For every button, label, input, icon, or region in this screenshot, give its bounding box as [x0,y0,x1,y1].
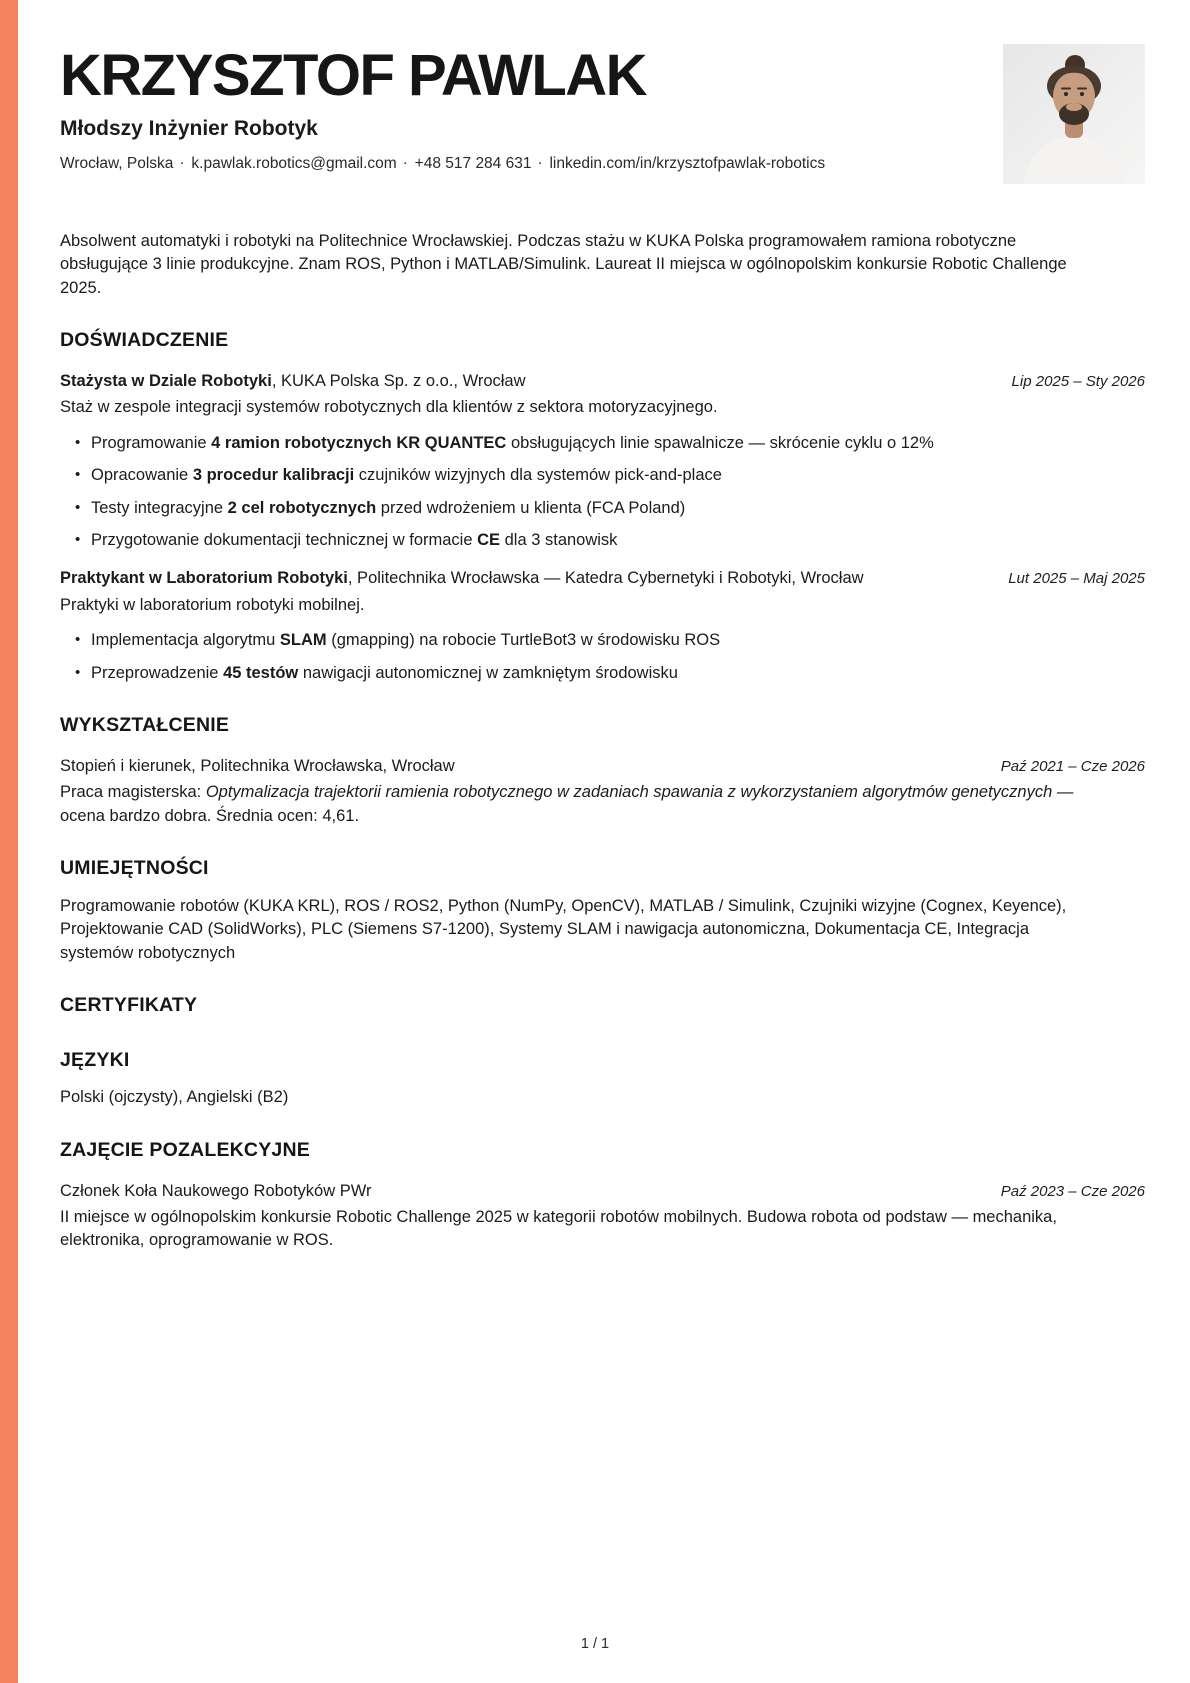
header-text-block [60,43,960,175]
contact-linkedin-link[interactable]: linkedin.com/in/krzysztofpawlak-robotics [549,154,826,172]
summary-text: Absolwent automatyki i robotyki na Politechnice Wrocławskiej. Podczas stażu w KUKA Polska programowałem ramiona robotyczne obsługujące 3 linie produkcyjne. Znam ROS, Python i MATLAB/Simulink. Laureat II miejsca w ogólnopolskim konkursie Robotic Challenge 2025. [60,232,1067,297]
bullet-item [91,662,1091,685]
section-heading-certificates: CERTYFIKATY [60,994,198,1017]
text-segment: obsługujących linie spawalnicze — skrócenie cyklu o 12% [506,433,934,452]
section-experience [60,327,1145,685]
text-segment: czujników wizyjnych dla systemów pick-and-place [354,466,722,485]
entry-description: II miejsce w ogólnopolskim konkursie Robotic Challenge 2025 w kategorii robotów mobilnych. Budowa robota od podstaw — mechanika, elektronika, oprogramowanie w ROS. [60,1207,1057,1250]
education-entry [60,755,1145,828]
activity-entry [60,1180,1145,1253]
bullet-item [91,629,1091,652]
text-segment: dla 3 stanowisk [500,531,618,550]
entry-dates: Paź 2021 – Cze 2026 [1000,757,1145,775]
contact-line [60,153,960,175]
skills-text: Programowanie robotów (KUKA KRL), ROS / ROS2, Python (NumPy, OpenCV), MATLAB / Simulink, Czujniki wizyjne (Cognex, Keyence), Projektowanie CAD (SolidWorks), PLC (Siemens S7-1200), Systemy SLAM i nawigacja autonomiczna, Dokumentacja CE, Integracja systemów robotycznych [60,896,1067,962]
text-segment: (gmapping) na robocie TurtleBot3 w środowisku ROS [326,631,721,650]
entry-header [60,1180,1145,1203]
text-segment: Członek Koła Naukowego Robotyków PWr [60,1181,372,1200]
entry-description [60,781,1085,828]
text-segment: Przygotowanie dokumentacji technicznej w formacie [91,531,478,550]
entry-title [60,370,992,393]
text-segment: , Politechnika Wrocławska — Katedra Cybernetyki i Robotyki, Wrocław [347,569,864,588]
text-segment: 2 cel robotycznych [227,498,377,517]
text-segment: CE [477,531,501,550]
text-segment: 45 testów [223,663,299,682]
languages-text: Polski (ojczysty), Angielski (B2) [60,1088,289,1107]
contact-email-link[interactable]: k.pawlak.robotics@gmail.com [191,154,397,172]
candidate-name: KRZYSZTOF PAWLAK [60,43,647,108]
profile-photo-illustration [1003,44,1145,184]
entry-title [60,1180,981,1203]
text-segment: 4 ramion robotycznych KR QUANTEC [211,433,507,452]
text-segment: — ocena bardzo dobra. Średnia ocen: 4,61. [60,783,1074,825]
entry-title [60,567,988,590]
profile-photo [1003,44,1145,184]
text-segment: Implementacja algorytmu [91,631,280,650]
text-segment: 3 procedur kalibracji [192,466,355,485]
text-segment: Opracowanie [91,466,193,485]
contact-location: Wrocław, Polska [60,154,174,172]
text-segment: przed wdrożeniem u klienta (FCA Poland) [376,498,686,517]
entry-description: Staż w zespole integracji systemów robotycznych dla klientów z sektora motoryzacyjnego. [60,398,718,417]
experience-entry [60,370,1145,553]
entry-header [60,567,1145,590]
contact-separator-icon: · [538,155,543,170]
entry-dates: Lut 2025 – Maj 2025 [1008,570,1145,588]
entry-dates: Paź 2023 – Cze 2026 [1000,1182,1145,1200]
bullet-list [60,432,1145,553]
entry-header [60,755,1145,778]
section-education [60,712,1145,828]
text-segment: Przeprowadzenie [91,663,224,682]
entry-title [60,755,981,778]
text-segment: Stopień i kierunek, Politechnika Wrocławska, Wrocław [60,756,455,775]
text-segment: nawigacji autonomicznej w zamkniętym środowisku [298,663,678,682]
resume-header [60,43,1145,196]
section-activities [60,1137,1145,1253]
section-heading-experience: DOŚWIADCZENIE [60,329,229,352]
page-number: 1 / 1 [580,1636,610,1653]
section-heading-education: WYKSZTAŁCENIE [60,714,230,737]
bullet-item [91,529,1091,552]
entry-header [60,370,1145,393]
section-heading-languages: JĘZYKI [60,1048,130,1071]
experience-entry [60,567,1145,685]
candidate-job-title: Młodszy Inżynier Robotyk [60,117,318,141]
contact-phone: +48 517 284 631 [414,154,532,172]
bullet-item [91,464,1091,487]
contact-separator-icon: · [180,155,185,170]
contact-separator-icon: · [403,155,408,170]
bullet-item [91,432,1091,455]
text-segment: Programowanie [91,433,212,452]
bullet-list [60,629,1145,685]
text-segment: , KUKA Polska Sp. z o.o., Wrocław [271,371,526,390]
text-segment: Praktykant w Laboratorium Robotyki [60,569,348,588]
section-certificates [60,992,1145,1020]
text-segment: Testy integracyjne [91,498,228,517]
section-heading-skills: UMIEJĘTNOŚCI [60,857,209,880]
text-segment: Praca magisterska: [60,783,206,802]
text-segment: Stażysta w Dziale Robotyki [60,371,272,390]
section-heading-activities: ZAJĘCIE POZALEKCYJNE [60,1138,310,1161]
resume-page [60,43,1145,1253]
entry-dates: Lip 2025 – Sty 2026 [1011,372,1145,390]
text-segment: SLAM [279,631,327,650]
section-languages [60,1047,1145,1110]
section-skills [60,855,1145,965]
bullet-item [91,497,1091,520]
entry-description: Praktyki w laboratorium robotyki mobilnej. [60,595,365,614]
text-segment: Optymalizacja trajektorii ramienia robotycznego w zadaniach spawania z wykorzystaniem algorytmów genetycznych [205,783,1053,802]
accent-stripe [0,0,18,1683]
